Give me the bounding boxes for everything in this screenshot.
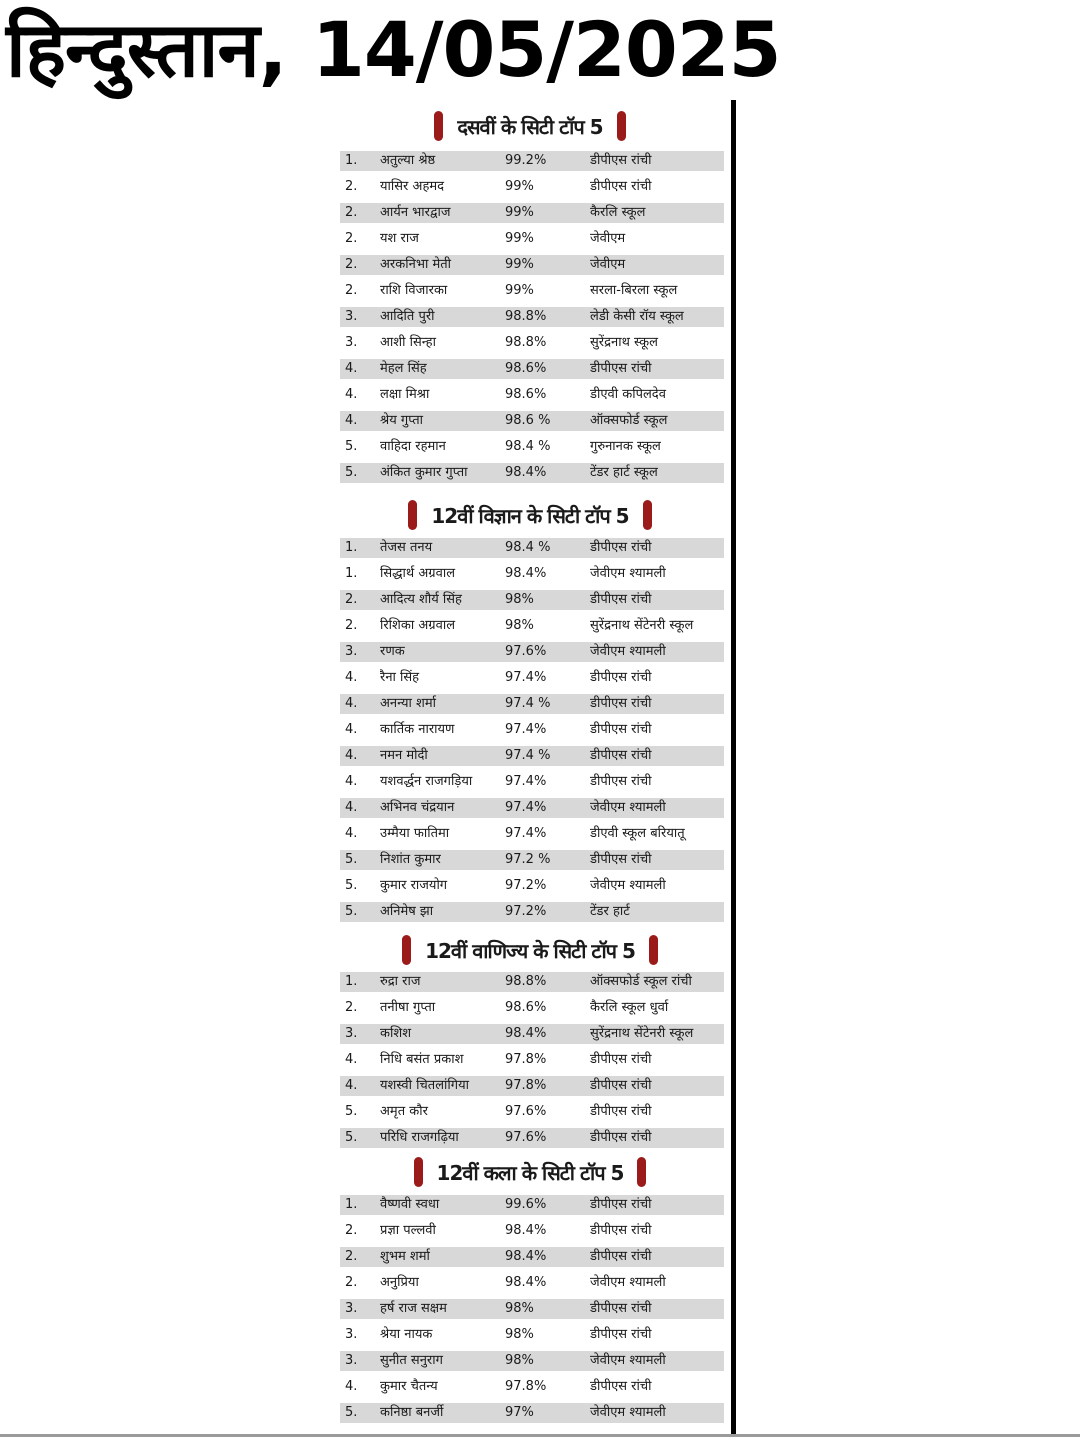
school-cell: डीपीएस रांची: [590, 179, 652, 194]
rank-cell: 5.: [345, 878, 358, 893]
table-row: [340, 203, 724, 223]
table-row: [340, 616, 724, 636]
rank-cell: 2.: [345, 283, 358, 298]
student-name-cell: उम्मैया फातिमा: [380, 826, 450, 841]
student-name-cell: यशस्वी चितलांगिया: [380, 1078, 469, 1093]
school-cell: जेवीएम श्यामली: [590, 644, 666, 659]
rank-cell: 2.: [345, 592, 358, 607]
table-row: [340, 1024, 724, 1044]
table-row: [340, 1050, 724, 1070]
school-cell: डीपीएस रांची: [590, 153, 652, 168]
table-row: [340, 1102, 724, 1122]
rank-cell: 1.: [345, 1197, 358, 1212]
percentage-cell: 98%: [505, 1353, 534, 1368]
school-cell: सुरेंद्रनाथ स्कूल: [590, 335, 658, 350]
percentage-cell: 97.6%: [505, 1104, 547, 1119]
percentage-cell: 98.6%: [505, 1000, 547, 1015]
rank-cell: 2.: [345, 1275, 358, 1290]
student-name-cell: श्रेय गुप्ता: [380, 413, 423, 428]
student-name-cell: आर्यन भारद्वाज: [380, 205, 451, 220]
table-row: [340, 1076, 724, 1096]
vertical-divider: [731, 100, 736, 1437]
percentage-cell: 97.8%: [505, 1078, 547, 1093]
rank-cell: 2.: [345, 1249, 358, 1264]
rank-cell: 3.: [345, 644, 358, 659]
section-title: [330, 106, 730, 146]
table-row: [340, 1221, 724, 1241]
section-title: [330, 495, 730, 535]
percentage-cell: 98.6%: [505, 387, 547, 402]
percentage-cell: 98%: [505, 1327, 534, 1342]
rank-cell: 3.: [345, 1327, 358, 1342]
rank-cell: 3.: [345, 335, 358, 350]
percentage-cell: 98.4%: [505, 1223, 547, 1238]
table-row: [340, 998, 724, 1018]
percentage-cell: 99%: [505, 283, 534, 298]
section-title-text: दसवीं के सिटी टॉप 5: [457, 114, 603, 139]
rank-cell: 2.: [345, 231, 358, 246]
table-row: [340, 642, 724, 662]
student-name-cell: यासिर अहमद: [380, 179, 445, 194]
student-name-cell: अरकनिभा मेती: [380, 257, 452, 272]
school-cell: जेवीएम: [590, 257, 626, 272]
percentage-cell: 98.4%: [505, 465, 547, 480]
rank-cell: 4.: [345, 800, 358, 815]
student-name-cell: मेहल सिंह: [380, 361, 427, 376]
student-name-cell: रणक: [380, 644, 405, 659]
newspaper-clipping: [330, 100, 730, 1437]
student-name-cell: कनिष्ठा बनर्जी: [380, 1405, 444, 1420]
percentage-cell: 98%: [505, 1301, 534, 1316]
percentage-cell: 97.4%: [505, 826, 547, 841]
rank-cell: 3.: [345, 309, 358, 324]
percentage-cell: 97.8%: [505, 1052, 547, 1067]
student-name-cell: कुमार राजयोग: [380, 878, 448, 893]
table-row: [340, 590, 724, 610]
table-row: [340, 437, 724, 457]
rank-cell: 4.: [345, 774, 358, 789]
rank-cell: 5.: [345, 1104, 358, 1119]
table-row: [340, 694, 724, 714]
table-row: [340, 359, 724, 379]
table-row: [340, 824, 724, 844]
school-cell: जेवीएम श्यामली: [590, 1275, 666, 1290]
student-name-cell: यश राज: [380, 231, 419, 246]
rank-cell: 4.: [345, 1379, 358, 1394]
section-title-text: 12वीं वाणिज्य के सिटी टॉप 5: [425, 938, 635, 963]
percentage-cell: 98.6 %: [505, 413, 551, 428]
school-cell: ऑक्सफोर्ड स्कूल रांची: [590, 974, 692, 989]
percentage-cell: 97.4 %: [505, 748, 551, 763]
rank-cell: 4.: [345, 722, 358, 737]
school-cell: डीपीएस रांची: [590, 1197, 652, 1212]
student-name-cell: वाहिदा रहमान: [380, 439, 446, 454]
student-name-cell: रिशिका अग्रवाल: [380, 618, 456, 633]
table-row: [340, 1247, 724, 1267]
student-name-cell: प्रज्ञा पल्लवी: [380, 1223, 436, 1238]
student-name-cell: परिधि राजगढ़िया: [380, 1130, 459, 1145]
school-cell: डीपीएस रांची: [590, 1223, 652, 1238]
table-row: [340, 333, 724, 353]
table-row: [340, 1377, 724, 1397]
student-name-cell: अंकित कुमार गुप्ता: [380, 465, 468, 480]
student-name-cell: निशांत कुमार: [380, 852, 441, 867]
student-name-cell: कशिश: [380, 1026, 412, 1041]
percentage-cell: 98.4 %: [505, 439, 551, 454]
rank-cell: 2.: [345, 257, 358, 272]
section-title: [330, 1152, 730, 1192]
table-row: [340, 411, 724, 431]
rank-cell: 5.: [345, 465, 358, 480]
school-cell: डीपीएस रांची: [590, 696, 652, 711]
school-cell: सुरेंद्रनाथ सेंटेनरी स्कूल: [590, 1026, 694, 1041]
table-row: [340, 1351, 724, 1371]
school-cell: टेंडर हार्ट स्कूल: [590, 465, 658, 480]
table-row: [340, 1403, 724, 1423]
percentage-cell: 98.4%: [505, 1249, 547, 1264]
student-name-cell: अमृत कौर: [380, 1104, 428, 1119]
left-bracket-mark: [434, 111, 443, 141]
percentage-cell: 97.4 %: [505, 696, 551, 711]
percentage-cell: 97.2%: [505, 878, 547, 893]
table-row: [340, 564, 724, 584]
school-cell: डीपीएस रांची: [590, 540, 652, 555]
student-name-cell: तेजस तनय: [380, 540, 433, 555]
rank-cell: 3.: [345, 1301, 358, 1316]
student-name-cell: कुमार चैतन्य: [380, 1379, 438, 1394]
table-row: [340, 538, 724, 558]
rank-cell: 1.: [345, 153, 358, 168]
student-name-cell: निधि बसंत प्रकाश: [380, 1052, 464, 1067]
percentage-cell: 99%: [505, 179, 534, 194]
rank-cell: 4.: [345, 1052, 358, 1067]
table-row: [340, 876, 724, 896]
percentage-cell: 97.4%: [505, 774, 547, 789]
student-name-cell: अनुप्रिया: [380, 1275, 419, 1290]
rank-cell: 4.: [345, 748, 358, 763]
percentage-cell: 97.4%: [505, 800, 547, 815]
percentage-cell: 99.2%: [505, 153, 547, 168]
percentage-cell: 99%: [505, 205, 534, 220]
percentage-cell: 97.4%: [505, 670, 547, 685]
percentage-cell: 98.8%: [505, 974, 547, 989]
student-name-cell: आदिति पुरी: [380, 309, 435, 324]
table-row: [340, 307, 724, 327]
table-row: [340, 772, 724, 792]
table-row: [340, 798, 724, 818]
school-cell: सुरेंद्रनाथ सेंटेनरी स्कूल: [590, 618, 694, 633]
right-bracket-mark: [649, 935, 658, 965]
school-cell: जेवीएम श्यामली: [590, 566, 666, 581]
school-cell: डीपीएस रांची: [590, 592, 652, 607]
student-name-cell: नमन मोदी: [380, 748, 428, 763]
percentage-cell: 97.6%: [505, 1130, 547, 1145]
school-cell: डीपीएस रांची: [590, 1052, 652, 1067]
school-cell: डीपीएस रांची: [590, 670, 652, 685]
percentage-cell: 98.4 %: [505, 540, 551, 555]
section-title: [330, 930, 730, 970]
rank-cell: 5.: [345, 1405, 358, 1420]
school-cell: डीपीएस रांची: [590, 1379, 652, 1394]
table-row: [340, 972, 724, 992]
school-cell: ऑक्सफोर्ड स्कूल: [590, 413, 668, 428]
school-cell: डीपीएस रांची: [590, 722, 652, 737]
table-row: [340, 1273, 724, 1293]
table-row: [340, 1325, 724, 1345]
rank-cell: 5.: [345, 439, 358, 454]
table-row: [340, 1299, 724, 1319]
left-bracket-mark: [414, 1157, 423, 1187]
student-name-cell: तनीषा गुप्ता: [380, 1000, 436, 1015]
school-cell: सरला-बिरला स्कूल: [590, 283, 678, 298]
right-bracket-mark: [617, 111, 626, 141]
school-cell: टेंडर हार्ट: [590, 904, 630, 919]
rank-cell: 1.: [345, 540, 358, 555]
page-headline: हिन्दुस्तान, 14/05/2025: [6, 5, 781, 94]
student-name-cell: यशवर्द्धन राजगड़िया: [380, 774, 473, 789]
percentage-cell: 99%: [505, 231, 534, 246]
school-cell: जेवीएम: [590, 231, 626, 246]
rank-cell: 4.: [345, 413, 358, 428]
table-row: [340, 463, 724, 483]
rank-cell: 5.: [345, 852, 358, 867]
percentage-cell: 98.8%: [505, 309, 547, 324]
school-cell: डीपीएस रांची: [590, 1327, 652, 1342]
student-name-cell: आदित्य शौर्य सिंह: [380, 592, 462, 607]
table-row: [340, 720, 724, 740]
rank-cell: 2.: [345, 179, 358, 194]
school-cell: लेडी केसी रॉय स्कूल: [590, 309, 684, 324]
student-name-cell: अतुल्या श्रेष्ठ: [380, 153, 436, 168]
table-row: [340, 1195, 724, 1215]
percentage-cell: 97.4%: [505, 722, 547, 737]
percentage-cell: 97.6%: [505, 644, 547, 659]
left-bracket-mark: [408, 500, 417, 530]
percentage-cell: 98%: [505, 618, 534, 633]
school-cell: जेवीएम श्यामली: [590, 1353, 666, 1368]
student-name-cell: अभिनव चंद्रयान: [380, 800, 455, 815]
student-name-cell: अनिमेष झा: [380, 904, 434, 919]
student-name-cell: शुभम शर्मा: [380, 1249, 430, 1264]
percentage-cell: 97%: [505, 1405, 534, 1420]
school-cell: डीपीएस रांची: [590, 1301, 652, 1316]
rank-cell: 4.: [345, 826, 358, 841]
percentage-cell: 99.6%: [505, 1197, 547, 1212]
rank-cell: 4.: [345, 361, 358, 376]
rank-cell: 3.: [345, 1026, 358, 1041]
school-cell: डीपीएस रांची: [590, 748, 652, 763]
section-title-text: 12वीं विज्ञान के सिटी टॉप 5: [431, 503, 629, 528]
table-row: [340, 177, 724, 197]
table-row: [340, 255, 724, 275]
rank-cell: 2.: [345, 618, 358, 633]
rank-cell: 1.: [345, 566, 358, 581]
rank-cell: 4.: [345, 387, 358, 402]
school-cell: डीपीएस रांची: [590, 1104, 652, 1119]
student-name-cell: हर्ष राज सक्षम: [380, 1301, 447, 1316]
rank-cell: 2.: [345, 1223, 358, 1238]
school-cell: डीएवी कपिलदेव: [590, 387, 666, 402]
right-bracket-mark: [643, 500, 652, 530]
student-name-cell: लक्षा मिश्रा: [380, 387, 430, 402]
student-name-cell: रैना सिंह: [380, 670, 420, 685]
table-row: [340, 229, 724, 249]
percentage-cell: 97.8%: [505, 1379, 547, 1394]
school-cell: जेवीएम श्यामली: [590, 800, 666, 815]
section-title-text: 12वीं कला के सिटी टॉप 5: [436, 1160, 624, 1185]
table-row: [340, 1128, 724, 1148]
left-bracket-mark: [402, 935, 411, 965]
student-name-cell: सिद्धार्थ अग्रवाल: [380, 566, 456, 581]
percentage-cell: 98.4%: [505, 1275, 547, 1290]
school-cell: जेवीएम श्यामली: [590, 1405, 666, 1420]
student-name-cell: आशी सिन्हा: [380, 335, 436, 350]
school-cell: कैरलि स्कूल धुर्वा: [590, 1000, 669, 1015]
student-name-cell: कार्तिक नारायण: [380, 722, 455, 737]
percentage-cell: 98%: [505, 592, 534, 607]
student-name-cell: सुनीत सनुराग: [380, 1353, 443, 1368]
student-name-cell: श्रेया नायक: [380, 1327, 433, 1342]
school-cell: कैरलि स्कूल: [590, 205, 646, 220]
rank-cell: 5.: [345, 904, 358, 919]
school-cell: डीपीएस रांची: [590, 1078, 652, 1093]
table-row: [340, 151, 724, 171]
student-name-cell: अनन्या शर्मा: [380, 696, 437, 711]
school-cell: डीपीएस रांची: [590, 1130, 652, 1145]
school-cell: डीएवी स्कूल बरियातू: [590, 826, 685, 841]
table-row: [340, 746, 724, 766]
rank-cell: 5.: [345, 1130, 358, 1145]
table-row: [340, 385, 724, 405]
rank-cell: 2.: [345, 205, 358, 220]
percentage-cell: 97.2 %: [505, 852, 551, 867]
rank-cell: 4.: [345, 696, 358, 711]
school-cell: जेवीएम श्यामली: [590, 878, 666, 893]
school-cell: गुरुनानक स्कूल: [590, 439, 661, 454]
percentage-cell: 98.4%: [505, 566, 547, 581]
percentage-cell: 98.8%: [505, 335, 547, 350]
student-name-cell: राशि विजारका: [380, 283, 448, 298]
rank-cell: 1.: [345, 974, 358, 989]
percentage-cell: 98.4%: [505, 1026, 547, 1041]
rank-cell: 3.: [345, 1353, 358, 1368]
table-row: [340, 850, 724, 870]
right-bracket-mark: [637, 1157, 646, 1187]
rank-cell: 2.: [345, 1000, 358, 1015]
school-cell: डीपीएस रांची: [590, 361, 652, 376]
student-name-cell: वैष्णवी स्वधा: [380, 1197, 440, 1212]
school-cell: डीपीएस रांची: [590, 852, 652, 867]
student-name-cell: रुद्रा राज: [380, 974, 421, 989]
percentage-cell: 99%: [505, 257, 534, 272]
rank-cell: 4.: [345, 670, 358, 685]
percentage-cell: 98.6%: [505, 361, 547, 376]
table-row: [340, 902, 724, 922]
table-row: [340, 281, 724, 301]
school-cell: डीपीएस रांची: [590, 774, 652, 789]
table-row: [340, 668, 724, 688]
percentage-cell: 97.2%: [505, 904, 547, 919]
school-cell: डीपीएस रांची: [590, 1249, 652, 1264]
rank-cell: 4.: [345, 1078, 358, 1093]
